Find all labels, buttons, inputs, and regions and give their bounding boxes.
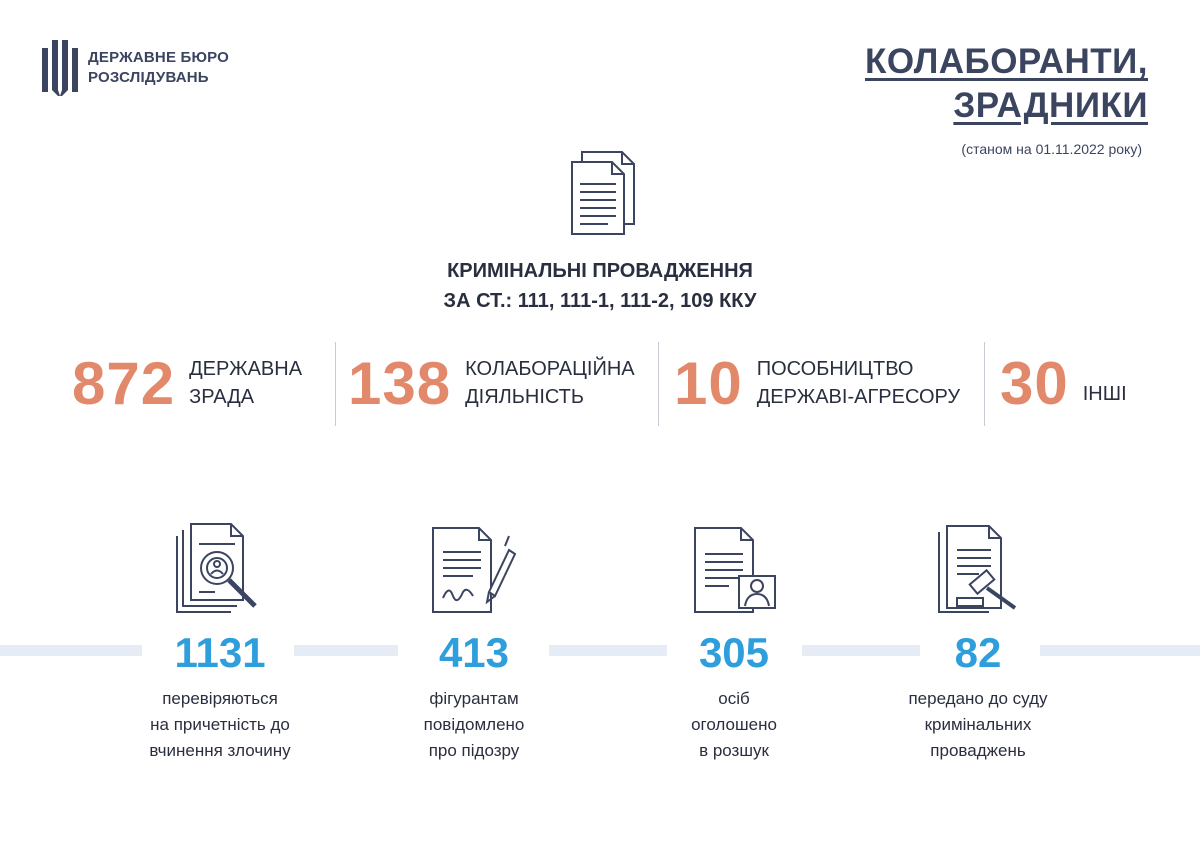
- item-label-line: про підозру: [428, 741, 520, 760]
- stat-label-line: ДЕРЖАВІ-АГРЕСОРУ: [756, 386, 961, 408]
- document-signature-icon: [429, 522, 519, 614]
- stat-label-line: КОЛАБОРАЦІЙНА: [465, 358, 635, 380]
- divider: [658, 342, 659, 426]
- stat-card-court: [858, 518, 1098, 764]
- item-label-line: фігурантам: [429, 689, 519, 708]
- stat-value: 138: [348, 349, 452, 417]
- logo-line-2: РОЗСЛІДУВАНЬ: [88, 69, 209, 86]
- item-label: [354, 686, 594, 764]
- stat-label-line: ДІЯЛЬНІСТЬ: [465, 386, 585, 408]
- divider: [335, 342, 336, 426]
- stat-aiding-aggressor: [674, 340, 960, 426]
- trident-emblem-icon: [42, 38, 78, 98]
- stat-label-line: ІНШІ: [1082, 383, 1127, 405]
- stat-other: [1000, 340, 1127, 426]
- item-label-line: кримінальних: [924, 715, 1032, 734]
- item-label-line: осіб: [718, 689, 750, 708]
- stat-label: [757, 355, 960, 411]
- stat-label: [1083, 380, 1127, 408]
- item-label-line: на причетність до: [150, 715, 290, 734]
- logo: [42, 38, 229, 98]
- item-label: [100, 686, 340, 764]
- item-value: 1131: [174, 629, 266, 676]
- item-label-line: проваджень: [930, 741, 1026, 760]
- stat-card-suspicion: [354, 518, 594, 764]
- stat-value: 872: [72, 349, 176, 417]
- stats-row: [60, 340, 1160, 426]
- divider: [984, 342, 985, 426]
- stat-label-line: ПОСОБНИЦТВО: [756, 358, 914, 380]
- item-label-line: оголошено: [691, 715, 777, 734]
- stat-state-treason: [72, 340, 302, 426]
- page-title: [865, 40, 1148, 128]
- stat-label-line: ЗРАДА: [189, 386, 255, 408]
- section-heading: [300, 256, 900, 316]
- stat-card-wanted: [614, 518, 854, 764]
- document-magnifier-icon: [175, 522, 265, 614]
- title-line-2: ЗРАДНИКИ: [953, 86, 1148, 125]
- stat-card-checked: [100, 518, 340, 764]
- item-label: [858, 686, 1098, 764]
- item-value: 305: [698, 629, 770, 676]
- stat-label: [465, 355, 635, 411]
- heading-line-2: ЗА СТ.: 111, 111-1, 111-2, 109 ККУ: [443, 290, 757, 312]
- item-label-line: повідомлено: [423, 715, 525, 734]
- item-value: 82: [954, 629, 1002, 676]
- date-subtitle: (станом на 01.11.2022 року): [961, 141, 1142, 157]
- document-gavel-icon: [933, 522, 1023, 614]
- item-label-line: передано до суду: [908, 689, 1048, 708]
- stat-collaboration: [348, 340, 635, 426]
- document-person-icon: [689, 522, 779, 614]
- item-value: 413: [438, 629, 510, 676]
- stat-label: [189, 355, 302, 411]
- item-label-line: в розшук: [699, 741, 769, 760]
- item-label: [614, 686, 854, 764]
- stat-value: 10: [674, 349, 743, 417]
- stat-label-line: ДЕРЖАВНА: [189, 358, 303, 380]
- heading-line-1: КРИМІНАЛЬНІ ПРОВАДЖЕННЯ: [447, 260, 753, 282]
- logo-line-1: ДЕРЖАВНЕ БЮРО: [88, 49, 230, 66]
- documents-icon: [564, 150, 636, 238]
- item-label-line: вчинення злочину: [149, 741, 291, 760]
- stat-value: 30: [1000, 349, 1069, 417]
- item-label-line: перевіряються: [162, 689, 278, 708]
- title-line-1: КОЛАБОРАНТИ,: [864, 42, 1148, 81]
